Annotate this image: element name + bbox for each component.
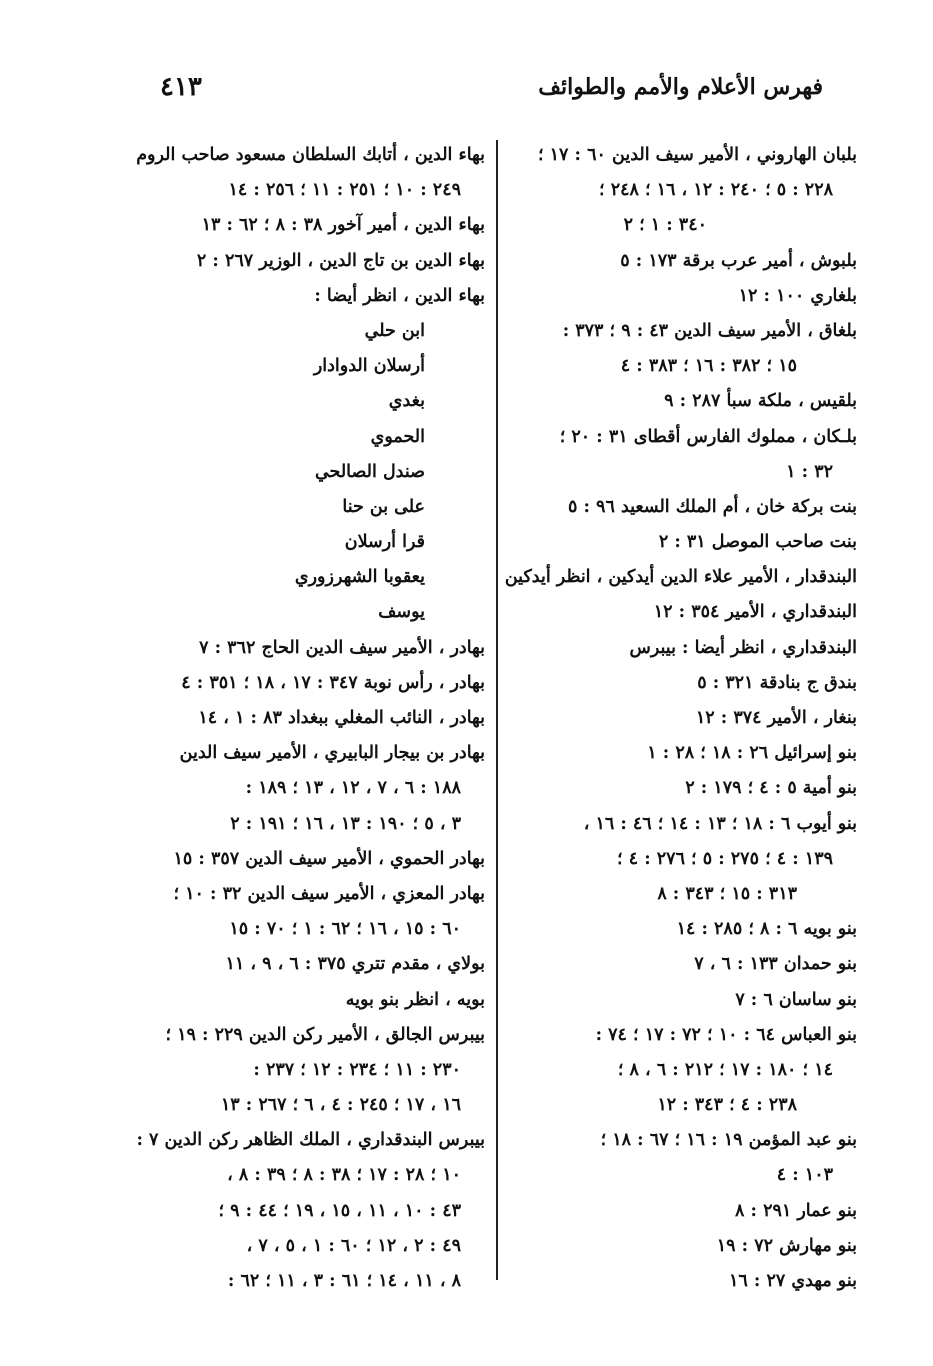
index-continuation-line: ١٤ ؛ ١٨٠ : ١٧ ؛ ٢١٢ : ٦ ، ٨ ؛ (617, 1059, 833, 1080)
index-entry: بهادر الحموي ، الأمير سيف الدين ٣٥٧ : ١٥ (173, 848, 485, 869)
index-continuation-line: ١٥ ؛ ٣٨٢ : ١٦ ؛ ٣٨٣ : ٤ (620, 356, 797, 377)
index-entry: البندقداري ، انظر أيضا : بيبرس (629, 637, 857, 658)
index-entry: بنو إسرائيل ٢٦ : ١٨ ؛ ٢٨ : ١ (647, 743, 857, 764)
index-entry: بيبرس الجالق ، الأمير ركن الدين ٢٢٩ : ١٩ ؛ (165, 1024, 485, 1045)
index-continuation-line: يعقوبا الشهرزوري (294, 567, 425, 588)
index-continuation-line: الحموي (370, 426, 425, 447)
index-entry: بنت صاحب الموصل ٣١ : ٢ (658, 532, 857, 553)
index-entry: بهادر المعزي ، الأمير سيف الدين ٣٢ : ١٠ ؛ (173, 883, 485, 904)
index-entry: بلغاق ، الأمير سيف الدين ٤٣ : ٩ ؛ ٣٧٣ : (562, 320, 857, 341)
index-entry: البندقدار ، الأمير علاء الدين أيدكين ، انظر أيدكين (504, 567, 857, 588)
index-continuation-line: ٣٢ : ١ (786, 461, 833, 482)
index-continuation-line: ٨ ، ١١ ، ١٤ ؛ ٦١ : ٣ ، ١١ ؛ ٦٢ : (227, 1271, 461, 1291)
index-entry: بنت بركة خان ، أم الملك السعيد ٩٦ : ٥ (567, 496, 857, 517)
index-continuation-line: ١٠٣ : ٤ (776, 1165, 833, 1186)
index-continuation-line: ٤٣ : ١٠ ، ١١ ، ١٥ ، ١٩ ؛ ٤٤ : ٩ ؛ (218, 1200, 461, 1221)
index-continuation-line: ٦٠ : ١٥ ، ١٦ ؛ ٦٢ : ١ ؛ ٧٠ : ١٥ (229, 919, 461, 940)
index-continuation-line: صندل الصالحي (314, 461, 425, 482)
index-entry: بنو العباس ٦٤ : ١٠ ؛ ٧٢ : ١٧ ؛ ٧٤ : (595, 1024, 857, 1045)
page-number: ٤١٣ (160, 72, 202, 102)
index-continuation-line: قرا أرسلان (344, 532, 425, 553)
index-entry: بهادر ، النائب المغلي ببغداد ٨٣ : ١ ، ١٤ (198, 708, 485, 728)
index-entry: بهادر ، الأمير سيف الدين الحاج ٣٦٢ : ٧ (199, 637, 485, 658)
index-entry: بويه ، انظر بنو بويه (345, 989, 485, 1010)
index-entry: بهاء الدين ، أمير آخور ٣٨ : ٨ ؛ ٦٢ : ١٣ (201, 215, 485, 236)
index-entry: بندق ج بنادقة ٣٢١ : ٥ (697, 672, 857, 693)
index-entry: بهادر ، رأس نوبة ٣٤٧ : ١٧ ، ١٨ ؛ ٣٥١ : ٤ (181, 672, 485, 693)
index-entry: بلقيس ، ملكة سبأ ٢٨٧ : ٩ (664, 391, 857, 412)
index-continuation-line: ٣٤٠ : ١ ؛ ٢ (623, 215, 707, 236)
index-entry: بنو ساسان ٦ : ٧ (735, 989, 857, 1010)
left-column (136, 138, 485, 1299)
index-entry: بنو حمدان ١٣٣ : ٦ ، ٧ (694, 954, 857, 975)
index-continuation-line: أرسلان الدوادار (313, 356, 425, 377)
index-entry: بنو مهارش ٧٢ : ١٩ (716, 1235, 857, 1256)
index-continuation-line: ٢٣٠ : ١١ ؛ ٢٣٤ : ١٢ ؛ ٢٣٧ : (253, 1059, 461, 1080)
index-entry: بنو عمار ٢٩١ : ٨ (735, 1200, 857, 1221)
index-entry: بلبان الهاروني ، الأمير سيف الدين ٦٠ : ١٧ ؛ (537, 145, 857, 165)
index-entry: بلبوش ، أمير عرب برقة ١٧٣ : ٥ (620, 250, 857, 271)
index-continuation-line: يوسف (378, 602, 425, 623)
index-entry: بهاء الدين ، أتابك السلطان مسعود صاحب الروم (136, 145, 485, 165)
index-entry: بنو مهدي ٢٧ : ١٦ (729, 1271, 857, 1291)
index-continuation-line: ١٦ ، ١٧ ؛ ٢٤٥ : ٤ ، ٦ ؛ ٢٦٧ : ١٣ (220, 1095, 461, 1116)
index-entry: بنو أيوب ٦ : ١٨ ؛ ١٣ : ١٤ ؛ ٤٦ : ١٦ ، (583, 813, 857, 834)
index-entry: بنو بويه ٦ : ٨ ؛ ٢٨٥ : ١٤ (676, 919, 857, 940)
index-continuation-line: ابن حلي (364, 320, 425, 341)
index-continuation-line: على بن حنا (342, 496, 425, 517)
index-entry: بهاء الدين بن تاج الدين ، الوزير ٢٦٧ : ٢ (196, 250, 485, 271)
index-continuation-line: ٤٩ : ٢ ، ١٢ ؛ ٦٠ : ١ ، ٥ ، ٧ ، (246, 1235, 461, 1256)
index-continuation-line: ٣ ، ٥ ؛ ١٩٠ : ١٣ ، ١٦ ؛ ١٩١ : ٢ (230, 813, 461, 834)
index-entry: بلـكان ، مملوك الفارس أقطاى ٣١ : ٢٠ ؛ (559, 426, 857, 447)
index-continuation-line: بغدي (388, 391, 425, 412)
index-entry: بنغار ، الأمير ٣٧٤ : ١٢ (695, 708, 857, 728)
index-entry: البندقداري ، الأمير ٣٥٤ : ١٢ (653, 602, 857, 623)
right-column (439, 138, 857, 1299)
index-continuation-line: ١٠ ؛ ٢٨ : ١٧ ؛ ٣٨ : ٨ ؛ ٣٩ : ٨ ، (227, 1165, 461, 1186)
index-continuation-line: ٢٤٩ : ١٠ ؛ ٢٥١ : ١١ ؛ ٢٥٦ : ١٤ (228, 180, 461, 201)
index-continuation-line: ٢٣٨ : ٤ ؛ ٣٤٣ : ١٢ (657, 1095, 797, 1116)
index-entry: بولاي ، مقدم تتري ٣٧٥ : ٦ ، ٩ ، ١١ (225, 954, 485, 975)
index-entry: بنو أمية ٥ : ٤ ؛ ١٧٩ : ٢ (685, 778, 857, 799)
index-entry: بيبرس البندقداري ، الملك الظاهر ركن الدين ٧ : (136, 1130, 485, 1151)
running-title: فهرس الأعلام والأمم والطوائف (538, 74, 823, 100)
index-entry: بنو عبد المؤمن ١٩ : ١٦ ؛ ٦٧ : ١٨ ؛ (600, 1130, 857, 1151)
index-entry: بهادر بن بيجار البابيري ، الأمير سيف الدين (179, 743, 485, 764)
index-continuation-line: ١٨٨ : ٦ ، ٧ ، ١٢ ، ١٣ ؛ ١٨٩ : (245, 778, 461, 799)
index-entry: بلغاري ١٠٠ : ١٢ (738, 285, 857, 306)
index-continuation-line: ٣١٣ : ١٥ ؛ ٣٤٣ : ٨ (657, 883, 797, 904)
index-continuation-line: ١٣٩ : ٤ ؛ ٢٧٥ : ٥ ؛ ٢٧٦ : ٤ ؛ (617, 848, 833, 869)
index-continuation-line: ٢٢٨ : ٥ ؛ ٢٤٠ : ١٢ ، ١٦ ؛ ٢٤٨ ؛ (599, 180, 833, 201)
index-entry: بهاء الدين ، انظر أيضا : (314, 285, 485, 306)
page-header (150, 70, 823, 110)
